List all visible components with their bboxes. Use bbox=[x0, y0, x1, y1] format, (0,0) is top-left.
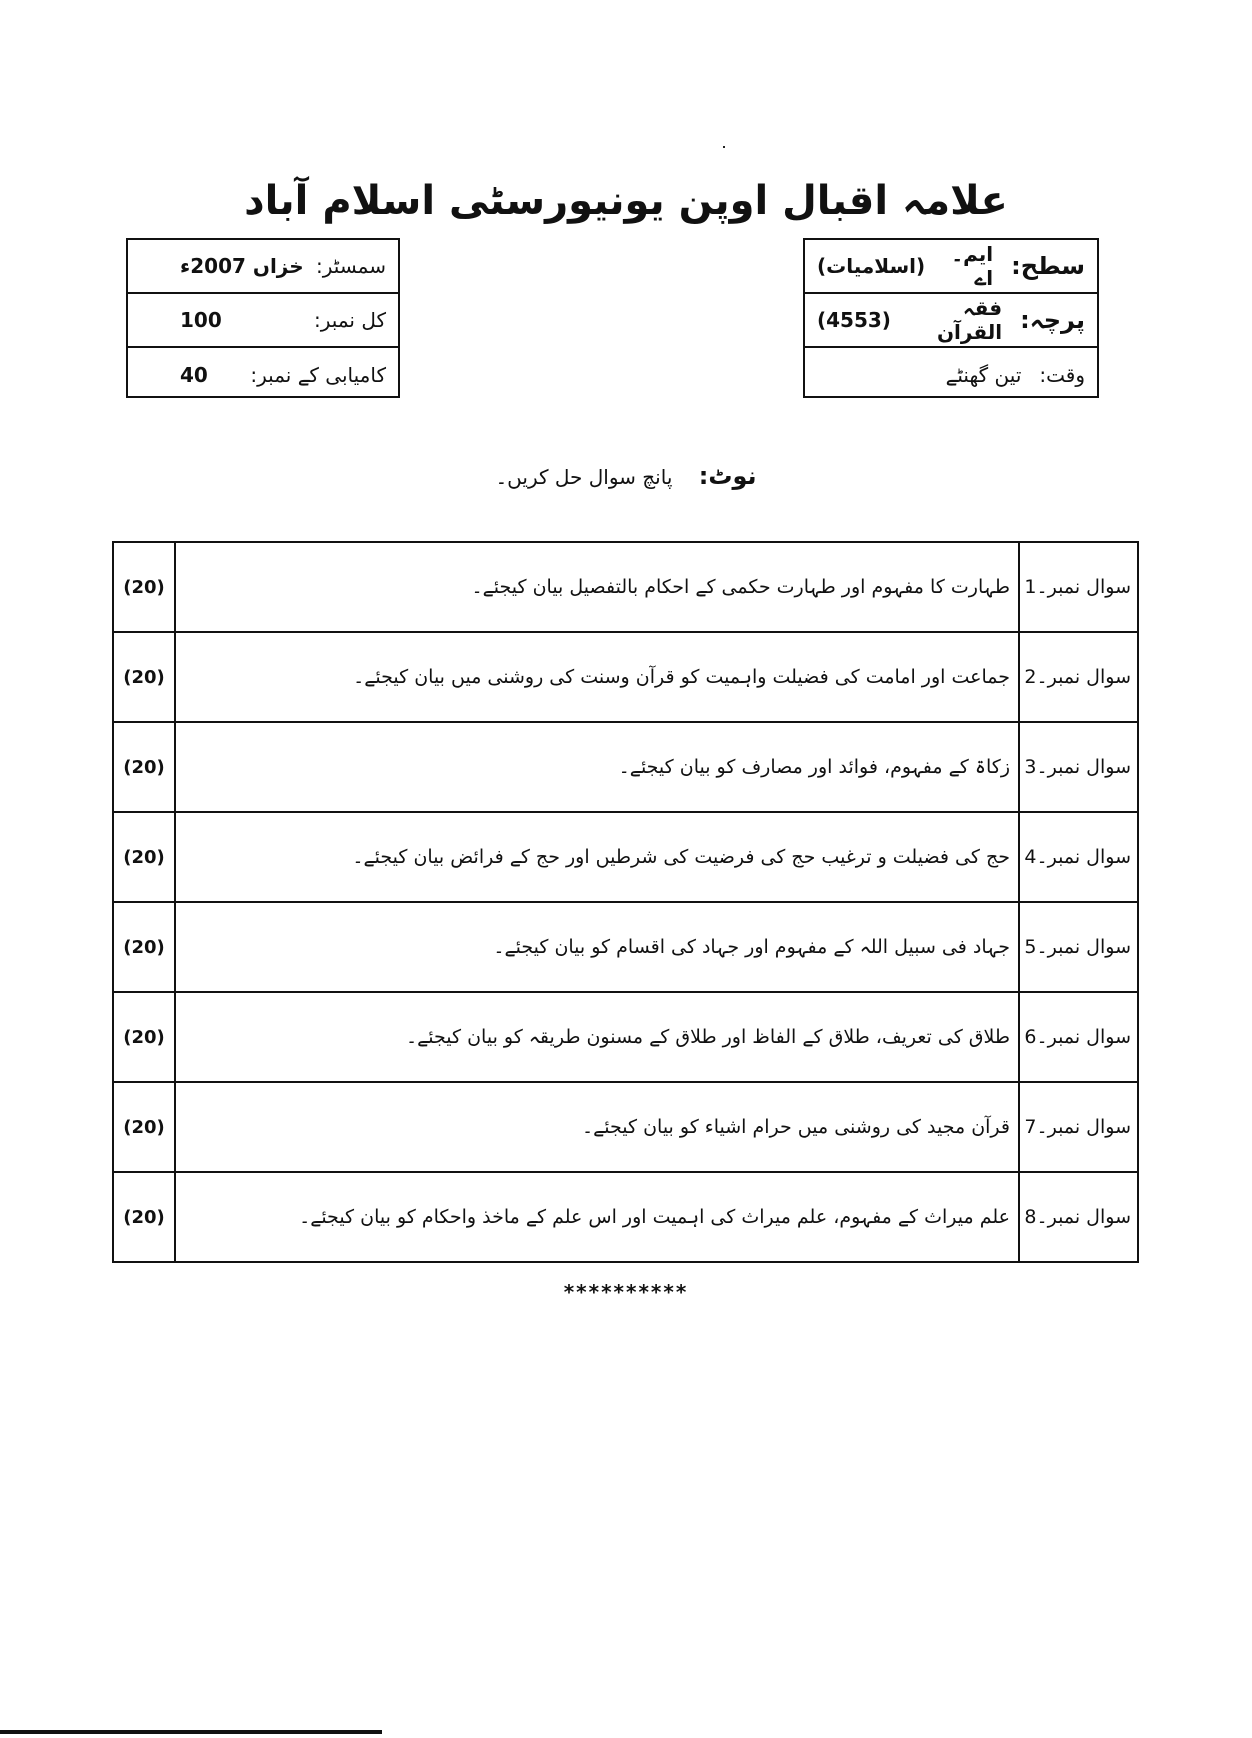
question-marks: (20) bbox=[113, 632, 175, 722]
paper-code: (4553) bbox=[817, 308, 891, 332]
subject-value: (اسلامیات) bbox=[817, 254, 926, 278]
question-text: علم میراث کے مفہوم، علم میراث کی اہمیت اور اس علم کے ماخذ واحکام کو بیان کیجئے۔ bbox=[175, 1172, 1019, 1262]
question-number: سوال نمبر۔1 bbox=[1019, 542, 1138, 632]
question-text: قرآن مجید کی روشنی میں حرام اشیاء کو بیان کیجئے۔ bbox=[175, 1082, 1019, 1172]
questions-table bbox=[112, 541, 1139, 1263]
table-row bbox=[113, 632, 1138, 722]
paper-label: پرچہ: bbox=[1020, 306, 1085, 334]
question-number: سوال نمبر۔6 bbox=[1019, 992, 1138, 1082]
pass-marks-label: کامیابی کے نمبر: bbox=[250, 363, 386, 387]
scan-edge-line bbox=[0, 1730, 382, 1734]
question-marks: (20) bbox=[113, 992, 175, 1082]
table-row bbox=[113, 992, 1138, 1082]
time-label: وقت: bbox=[1039, 363, 1085, 387]
table-row bbox=[113, 1172, 1138, 1262]
question-marks: (20) bbox=[113, 902, 175, 992]
time-row bbox=[805, 348, 1097, 402]
scan-speck bbox=[723, 146, 725, 148]
total-marks-value: 100 bbox=[180, 308, 222, 332]
note-text: پانچ سوال حل کریں۔ bbox=[495, 465, 673, 489]
question-text: جہاد فی سبیل اللہ کے مفہوم اور جہاد کی اقسام کو بیان کیجئے۔ bbox=[175, 902, 1019, 992]
semester-value: خزاں 2007ء bbox=[180, 254, 304, 278]
question-marks: (20) bbox=[113, 542, 175, 632]
note-label: نوٹ: bbox=[698, 462, 757, 490]
semester-row bbox=[128, 240, 398, 294]
semester-label: سمسٹر: bbox=[316, 254, 386, 278]
total-marks-row bbox=[128, 294, 398, 348]
table-row bbox=[113, 902, 1138, 992]
question-number: سوال نمبر۔7 bbox=[1019, 1082, 1138, 1172]
question-text: طلاق کی تعریف، طلاق کے الفاظ اور طلاق کے مسنون طریقہ کو بیان کیجئے۔ bbox=[175, 992, 1019, 1082]
question-number: سوال نمبر۔8 bbox=[1019, 1172, 1138, 1262]
table-row bbox=[113, 1082, 1138, 1172]
question-marks: (20) bbox=[113, 812, 175, 902]
paper-row bbox=[805, 294, 1097, 348]
question-marks: (20) bbox=[113, 722, 175, 812]
time-value: تین گھنٹے bbox=[945, 363, 1022, 387]
level-row bbox=[805, 240, 1097, 294]
question-text: جماعت اور امامت کی فضیلت واہمیت کو قرآن وسنت کی روشنی میں بیان کیجئے۔ bbox=[175, 632, 1019, 722]
question-text: طہارت کا مفہوم اور طہارت حکمی کے احکام بالتفصیل بیان کیجئے۔ bbox=[175, 542, 1019, 632]
question-text: حج کی فضیلت و ترغیب حج کی فرضیت کی شرطیں اور حج کے فرائض بیان کیجئے۔ bbox=[175, 812, 1019, 902]
university-title: علامہ اقبال اوپن یونیورسٹی اسلام آباد bbox=[244, 178, 1008, 224]
level-label: سطح: bbox=[1011, 252, 1085, 280]
exam-info-box bbox=[126, 238, 400, 398]
pass-marks-row bbox=[128, 348, 398, 402]
total-marks-label: کل نمبر: bbox=[314, 308, 386, 332]
course-info-box bbox=[803, 238, 1099, 398]
question-number: سوال نمبر۔2 bbox=[1019, 632, 1138, 722]
table-row bbox=[113, 542, 1138, 632]
table-row bbox=[113, 722, 1138, 812]
question-number: سوال نمبر۔4 bbox=[1019, 812, 1138, 902]
table-row bbox=[113, 812, 1138, 902]
pass-marks-value: 40 bbox=[180, 363, 208, 387]
question-number: سوال نمبر۔5 bbox=[1019, 902, 1138, 992]
question-number: سوال نمبر۔3 bbox=[1019, 722, 1138, 812]
paper-name: فقہ القرآن bbox=[936, 296, 1003, 344]
instruction-note bbox=[0, 462, 1252, 490]
question-marks: (20) bbox=[113, 1172, 175, 1262]
question-text: زکاۃ کے مفہوم، فوائد اور مصارف کو بیان کیجئے۔ bbox=[175, 722, 1019, 812]
level-value: ایم۔اے bbox=[951, 242, 994, 290]
end-stars: ********** bbox=[563, 1280, 689, 1304]
question-marks: (20) bbox=[113, 1082, 175, 1172]
